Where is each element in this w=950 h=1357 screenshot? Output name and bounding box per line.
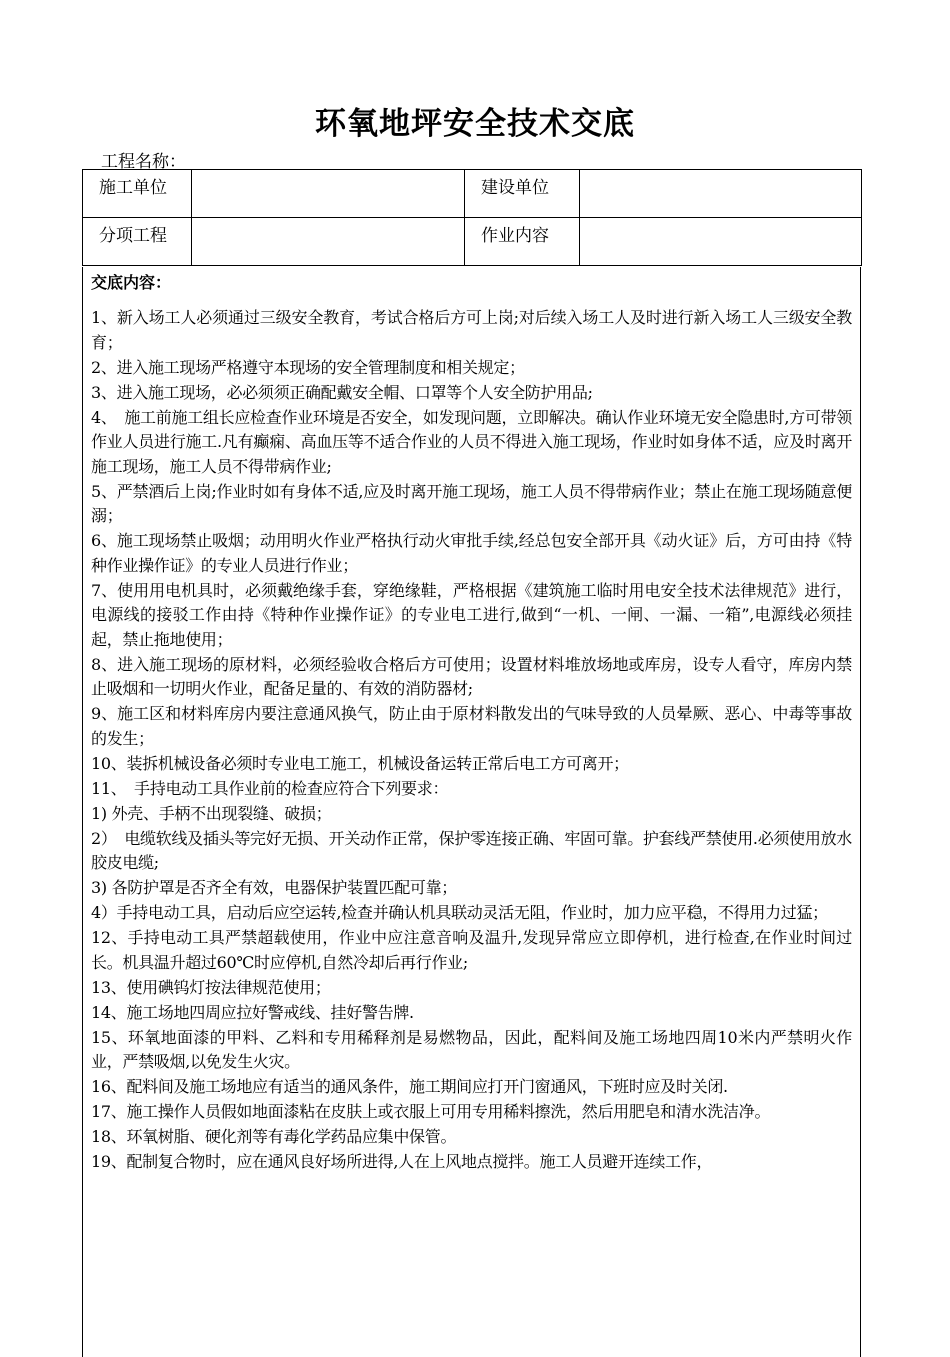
list-item: 1、新入场工人必须通过三级安全教育，考试合格后方可上岗;对后续入场工人及时进行新入场工人三级安全教育； <box>91 308 852 352</box>
table-row <box>83 170 862 218</box>
owner-unit-label: 建设单位 <box>465 170 580 218</box>
briefing-content <box>82 267 861 1357</box>
work-content-label: 作业内容 <box>465 218 580 266</box>
construction-unit-label: 施工单位 <box>83 170 192 218</box>
list-item: 18、环氧树脂、硬化剂等有毒化学药品应集中保管。 <box>91 1127 457 1146</box>
list-item: 3) 各防护罩是否齐全有效，电器保护装置匹配可靠； <box>91 878 458 897</box>
list-item: 5、严禁酒后上岗;作业时如有身体不适,应及时离开施工现场，施工人员不得带病作业；禁止在施工现场随意便溺； <box>91 481 852 525</box>
info-table <box>82 169 862 266</box>
list-item: 7、使用用电机具时，必须戴绝缘手套，穿绝缘鞋，严格根据《建筑施工临时用电安全技术法律规范》进行，电源线的接驳工作由持《特种作业操作证》的专业电工进行,做到“一机、一闸、一漏、一箱”,电源线必须挂起，禁止拖地使用； <box>91 580 852 649</box>
list-item: 1) 外壳、手柄不出现裂缝、破损； <box>91 803 332 823</box>
sub-project-label: 分项工程 <box>83 218 192 266</box>
list-item: 15、环氧地面漆的甲料、乙料和专用稀释剂是易燃物品，因此，配料间及施工场地四周10米内严禁明火作业，严禁吸烟,以免发生火灾。 <box>91 1027 852 1071</box>
sub-project-value <box>192 218 465 266</box>
work-content-value <box>580 218 862 266</box>
table-row <box>83 218 862 266</box>
owner-unit-value <box>580 170 862 218</box>
list-item: 14、施工场地四周应拉好警戒线、挂好警告牌. <box>91 1002 414 1022</box>
list-item: 11、 手持电动工具作业前的检查应符合下列要求： <box>91 778 449 798</box>
list-item: 2、进入施工现场严格遵守本现场的安全管理制度和相关规定； <box>91 357 525 377</box>
list-item: 9、施工区和材料库房内要注意通风换气，防止由于原材料散发出的气味导致的人员晕厥、恶心、中毒等事故的发生； <box>91 704 852 748</box>
list-item: 12、手持电动工具严禁超载使用，作业中应注意音响及温升,发现异常应立即停机，进行检查,在作业时间过长。机具温升超过60℃时应停机,自然冷却后再行作业; <box>91 928 852 972</box>
list-item: 17、施工操作人员假如地面漆粘在皮肤上或衣服上可用专用稀料擦洗，然后用肥皂和清水洗洁净。 <box>91 1102 771 1121</box>
list-item: 19、配制复合物时，应在通风良好场所进得,人在上风地点搅拌。施工人员避开连续工作， <box>91 1152 713 1171</box>
project-name-label: 工程名称： <box>101 152 186 172</box>
briefing-items <box>91 306 852 1175</box>
list-item: 8、进入施工现场的原材料，必须经验收合格后方可使用；设置材料堆放场地或库房，设专人看守，库房内禁止吸烟和一切明火作业，配备足量的、有效的消防器材; <box>91 654 852 698</box>
list-item: 10、装拆机械设备必须时专业电工施工，机械设备运转正常后电工方可离开； <box>91 753 629 773</box>
list-item: 4）手持电动工具，启动后应空运转,检查并确认机具联动灵活无阻，作业时，加力应平稳，不得用力过猛； <box>91 903 828 922</box>
list-item: 2） 电缆软线及插头等完好无损、开关动作正常，保护零连接正确、牢固可靠。护套线严禁使用.必须使用放水胶皮电缆; <box>91 828 852 872</box>
list-item: 16、配料间及施工场地应有适当的通风条件，施工期间应打开门窗通风，下班时应及时关闭. <box>91 1077 728 1096</box>
content-heading: 交底内容： <box>91 273 172 292</box>
list-item: 4、 施工前施工组长应检查作业环境是否安全，如发现问题，立即解决。确认作业环境无安全隐患时,方可带领作业人员进行施工.凡有癫痫、高血压等不适合作业的人员不得进入施工现场，作业时如身体不适，应及时离开施工现场，施工人员不得带病作业; <box>91 407 852 476</box>
construction-unit-value <box>192 170 465 218</box>
list-item: 13、使用碘钨灯按法律规范使用； <box>91 977 331 997</box>
page-title: 环氧地坪安全技术交底 <box>315 106 635 142</box>
list-item: 6、施工现场禁止吸烟；动用明火作业严格执行动火审批手续,经总包安全部开具《动火证》后，方可由持《特种作业操作证》的专业人员进行作业； <box>91 531 852 575</box>
list-item: 3、进入施工现场，必必须须正确配戴安全帽、口罩等个人安全防护用品; <box>91 382 593 402</box>
